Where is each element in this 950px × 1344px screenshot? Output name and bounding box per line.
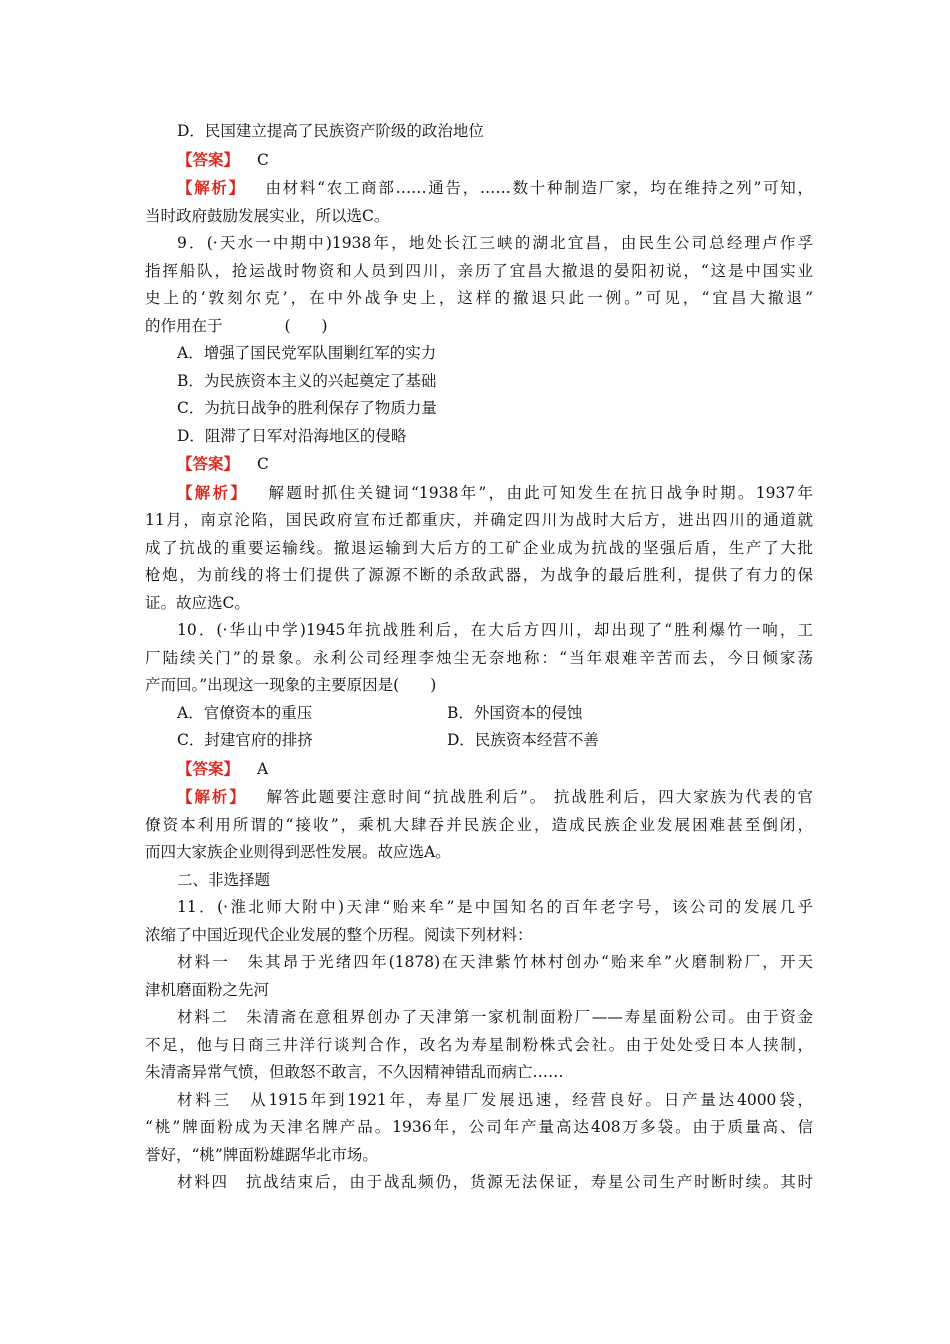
answer-tag: 【答案】 bbox=[177, 758, 240, 778]
answer-tag: 【答案】 bbox=[177, 149, 240, 169]
section-heading: 二、非选择题 bbox=[177, 870, 271, 889]
analysis-tag: 【解析】 bbox=[177, 178, 246, 197]
q9-stem-line-1: 9．(·天水一中期中)1938年，地处长江三峡的湖北宜昌，由民生公司总经理卢作孚 bbox=[177, 234, 813, 252]
q11-material-3-line-3: 誉好，“桃”牌面粉雄踞华北市场。 bbox=[145, 1145, 378, 1164]
q8-analysis-line-2: 当时政府鼓励发展实业，所以选C。 bbox=[145, 206, 390, 225]
q9-analysis-line-2: 11月，南京沦陷，国民政府宣布迁都重庆，并确定四川为战时大后方，进出四川的通道就 bbox=[145, 511, 813, 529]
q10-stem-line-3: 产而回。”出现这一现象的主要原因是( ) bbox=[145, 676, 437, 694]
q10-analysis-line-2: 僚资本利用所谓的“接收”，乘机大肆吞并民族企业，造成民族企业发展困难甚至倒闭， bbox=[145, 815, 813, 834]
analysis-tag: 【解析】 bbox=[177, 787, 247, 806]
q9-option-b: B．为民族资本主义的兴起奠定了基础 bbox=[177, 371, 437, 390]
analysis-tag: 【解析】 bbox=[177, 482, 249, 502]
q11-material-2-line-2: 不足，他与日商三井洋行谈判合作，改名为寿星制粉株式会社。由于处处受日本人挟制， bbox=[145, 1035, 813, 1054]
q9-option-a: A．增强了国民党军队围剿红军的实力 bbox=[177, 344, 437, 362]
q10-option-b: B．外国资本的侵蚀 bbox=[447, 703, 583, 722]
q9-option-d: D．阻滞了日军对沿海地区的侵略 bbox=[177, 426, 407, 445]
q11-stem-line-1: 11．(·淮北师大附中)天津“贻来牟”是中国知名的百年老字号，该公司的发展几乎 bbox=[177, 898, 813, 916]
q8-option-d: D．民国建立提高了民族资产阶级的政治地位 bbox=[177, 122, 484, 140]
q10-analysis-line-1 bbox=[145, 783, 813, 812]
q9-analysis-line-5: 证。故应选C。 bbox=[145, 593, 250, 612]
analysis-text: 解答此题要注意时间“抗战胜利后”。 抗战胜利后，四大家族为代表的官 bbox=[264, 788, 813, 806]
document-body bbox=[145, 118, 813, 1197]
q11-material-2-line-3: 朱清斋异常气愤，但敢怒不敢言，不久因精神错乱而病亡…… bbox=[145, 1063, 564, 1081]
q11-material-3-line-2: “桃”牌面粉成为天津名牌产品。1936年，公司年产量高达408万多袋。由于质量高、信 bbox=[145, 1118, 813, 1136]
answer-value: C bbox=[257, 455, 269, 473]
analysis-text: 由材料“农工商部……通告，……数十种制造厂家，均在维持之列”可知， bbox=[263, 179, 813, 197]
q10-answer bbox=[145, 755, 813, 784]
q11-material-4-line-1: 材料四 抗战结束后，由于战乱频仍，货源无法保证，寿星公司生产时断时续。其时 bbox=[177, 1173, 813, 1191]
answer-value: C bbox=[257, 150, 269, 169]
analysis-text: 解题时抓住关键词“1938年”，由此可知发生在抗日战争时期。1937年 bbox=[266, 483, 813, 502]
q8-analysis-line-1 bbox=[145, 174, 813, 203]
answer-value: A bbox=[257, 759, 269, 778]
q10-options-row-2 bbox=[145, 727, 813, 755]
q9-stem-line-3: 史上的‘敦刻尔克’，在中外战争史上，这样的撤退只此一例。”可见，“宜昌大撤退” bbox=[145, 289, 813, 307]
q11-stem-line-2: 浓缩了中国近现代企业发展的整个历程。阅读下列材料： bbox=[145, 925, 533, 944]
q8-answer bbox=[145, 146, 813, 175]
q9-option-c: C．为抗日战争的胜利保存了物质力量 bbox=[177, 399, 437, 417]
q9-analysis-line-3: 成了抗战的重要运输线。撤退运输到大后方的工矿企业成为抗战的坚强后盾，生产了大批 bbox=[145, 538, 813, 557]
q10-option-c: C．封建官府的排挤 bbox=[177, 731, 313, 749]
q11-material-1-line-1: 材料一 朱其昂于光绪四年(1878)在天津紫竹林村创办“贻来牟”火磨制粉厂，开天 bbox=[177, 953, 813, 971]
q10-stem-line-1: 10．(·华山中学)1945年抗战胜利后，在大后方四川，却出现了“胜利爆竹一响，工 bbox=[177, 621, 813, 639]
q11-material-2-line-1: 材料二 朱清斋在意租界创办了天津第一家机制面粉厂——寿星面粉公司。由于资金 bbox=[177, 1008, 813, 1026]
q9-analysis-line-4: 枪炮，为前线的将士们提供了源源不断的杀敌武器，为战争的最后胜利，提供了有力的保 bbox=[145, 566, 813, 584]
q10-stem-line-2: 厂陆续关门”的景象。永利公司经理李烛尘无奈地称：“当年艰难辛苦而去，今日倾家荡 bbox=[145, 648, 813, 667]
q10-options-row-1 bbox=[145, 700, 813, 728]
q10-option-a: A．官僚资本的重压 bbox=[177, 703, 313, 722]
q10-option-d: D．民族资本经营不善 bbox=[447, 731, 599, 749]
q9-stem-line-2: 指挥船队，抢运战时物资和人员到四川，亲历了宜昌大撤退的晏阳初说，“这是中国实业 bbox=[145, 261, 813, 280]
q11-material-3-line-1: 材料三 从1915年到1921年，寿星厂发展迅速，经营良好。日产量达4000袋， bbox=[177, 1090, 813, 1109]
q10-analysis-line-3: 而四大家族企业则得到恶性发展。故应选A。 bbox=[145, 843, 451, 861]
q9-analysis-line-1 bbox=[145, 479, 813, 508]
answer-tag: 【答案】 bbox=[177, 454, 240, 473]
q9-stem-line-4: 的作用在于 ( ) bbox=[145, 316, 328, 335]
q9-answer bbox=[145, 450, 813, 479]
q11-material-1-line-2: 津机磨面粉之先河 bbox=[145, 980, 270, 999]
